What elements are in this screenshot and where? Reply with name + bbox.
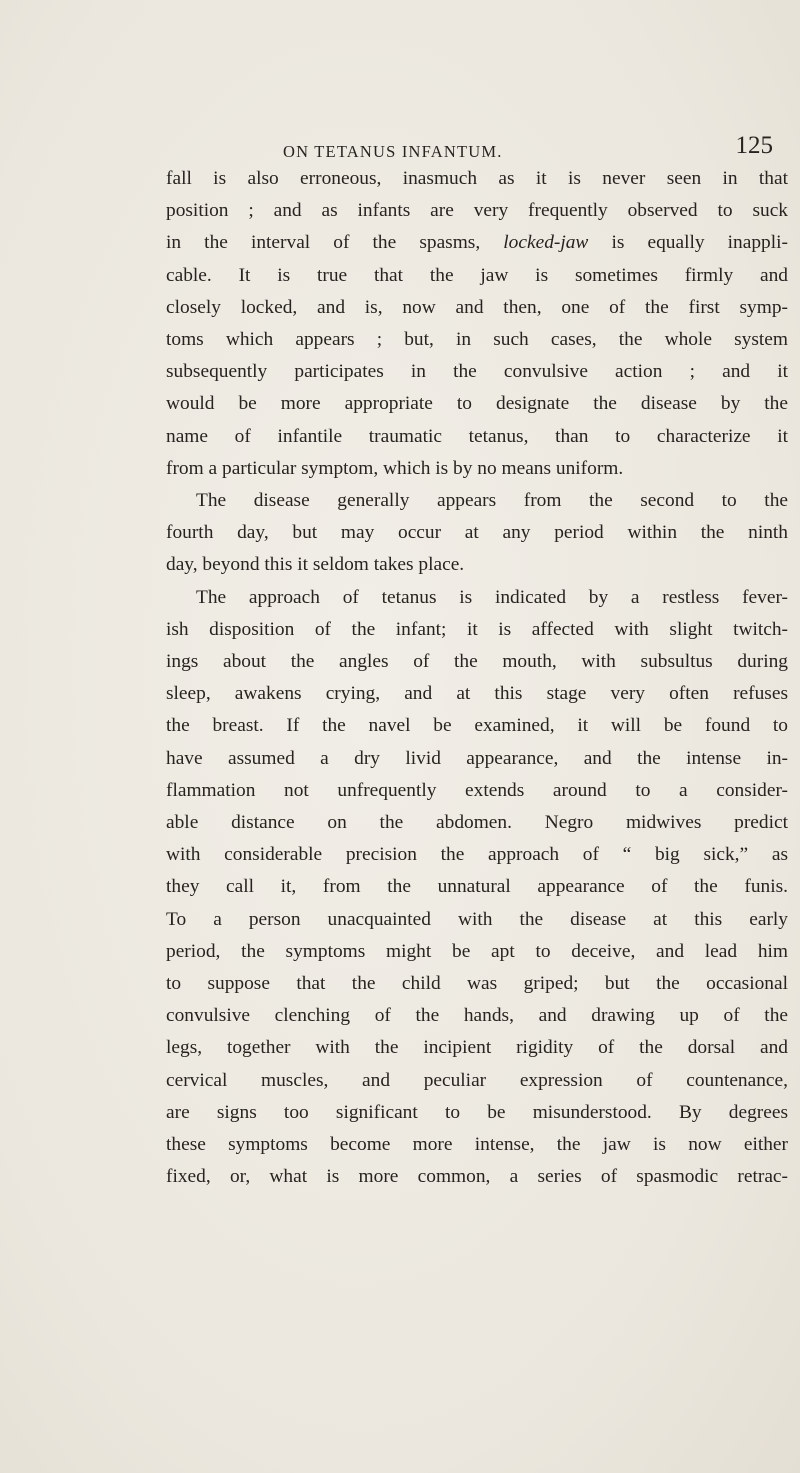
text-line: the breast. If the navel be examined, it will be found to <box>166 715 788 737</box>
text-line: are signs too significant to be misunderstood. By degrees <box>166 1101 788 1123</box>
text-line: ish disposition of the infant; it is affected with slight twitch- <box>166 618 788 640</box>
text-line: The approach of tetanus is indicated by a restless fever- <box>196 586 788 608</box>
text-line: have assumed a dry livid appearance, and the intense in- <box>166 747 788 769</box>
text-line: period, the symptoms might be apt to deceive, and lead him <box>166 940 788 962</box>
text-line: name of infantile traumatic tetanus, than to characterize it <box>166 425 788 447</box>
text-line: cervical muscles, and peculiar expression of countenance, <box>166 1069 788 1091</box>
text-line: The disease generally appears from the second to the <box>196 490 788 511</box>
text-line: these symptoms become more intense, the jaw is now either <box>166 1134 788 1155</box>
text-line: closely locked, and is, now and then, one of the first symp- <box>166 296 788 318</box>
text-line: they call it, from the unnatural appearance of the funis. <box>166 876 788 898</box>
text-line: in the interval of the spasms, locked-jaw is equally inappli- <box>166 232 788 254</box>
text-line: position ; and as infants are very frequently observed to suck <box>166 200 788 222</box>
text-line: to suppose that the child was griped; but the occasional <box>166 973 788 994</box>
text-line: with considerable precision the approach of “ big sick,” as <box>166 844 788 866</box>
text-line: sleep, awakens crying, and at this stage very often refuses <box>166 683 788 705</box>
text-line: fixed, or, what is more common, a series of spasmodic retrac- <box>166 1166 788 1188</box>
page-header <box>283 128 773 164</box>
text-line: To a person unacquainted with the disease at this early <box>166 908 788 930</box>
text-line: toms which appears ; but, in such cases, the whole system <box>166 329 788 350</box>
italic-term: locked-jaw <box>503 232 589 254</box>
text-line: fourth day, but may occur at any period within the ninth <box>166 522 788 544</box>
text-line: legs, together with the incipient rigidity of the dorsal and <box>166 1037 788 1059</box>
text-line: cable. It is true that the jaw is sometimes firmly and <box>166 264 788 286</box>
text-line: fall is also erroneous, inasmuch as it is never seen in that <box>166 168 788 189</box>
text-line: would be more appropriate to designate the disease by the <box>166 393 788 415</box>
text-line: convulsive clenching of the hands, and drawing up of the <box>166 1005 788 1027</box>
text-line: ings about the angles of the mouth, with subsultus during <box>166 651 788 672</box>
text-line: able distance on the abdomen. Negro midwives predict <box>166 812 788 833</box>
text-line: subsequently participates in the convulsive action ; and it <box>166 361 788 383</box>
page-number: 125 <box>735 132 773 159</box>
running-title: ON TETANUS INFANTUM. <box>283 142 503 161</box>
text-line: flammation not unfrequently extends around to a consider- <box>166 779 788 801</box>
text-line: day, beyond this it seldom takes place. <box>166 554 465 576</box>
text-line: from a particular symptom, which is by no means uniform. <box>166 457 624 479</box>
